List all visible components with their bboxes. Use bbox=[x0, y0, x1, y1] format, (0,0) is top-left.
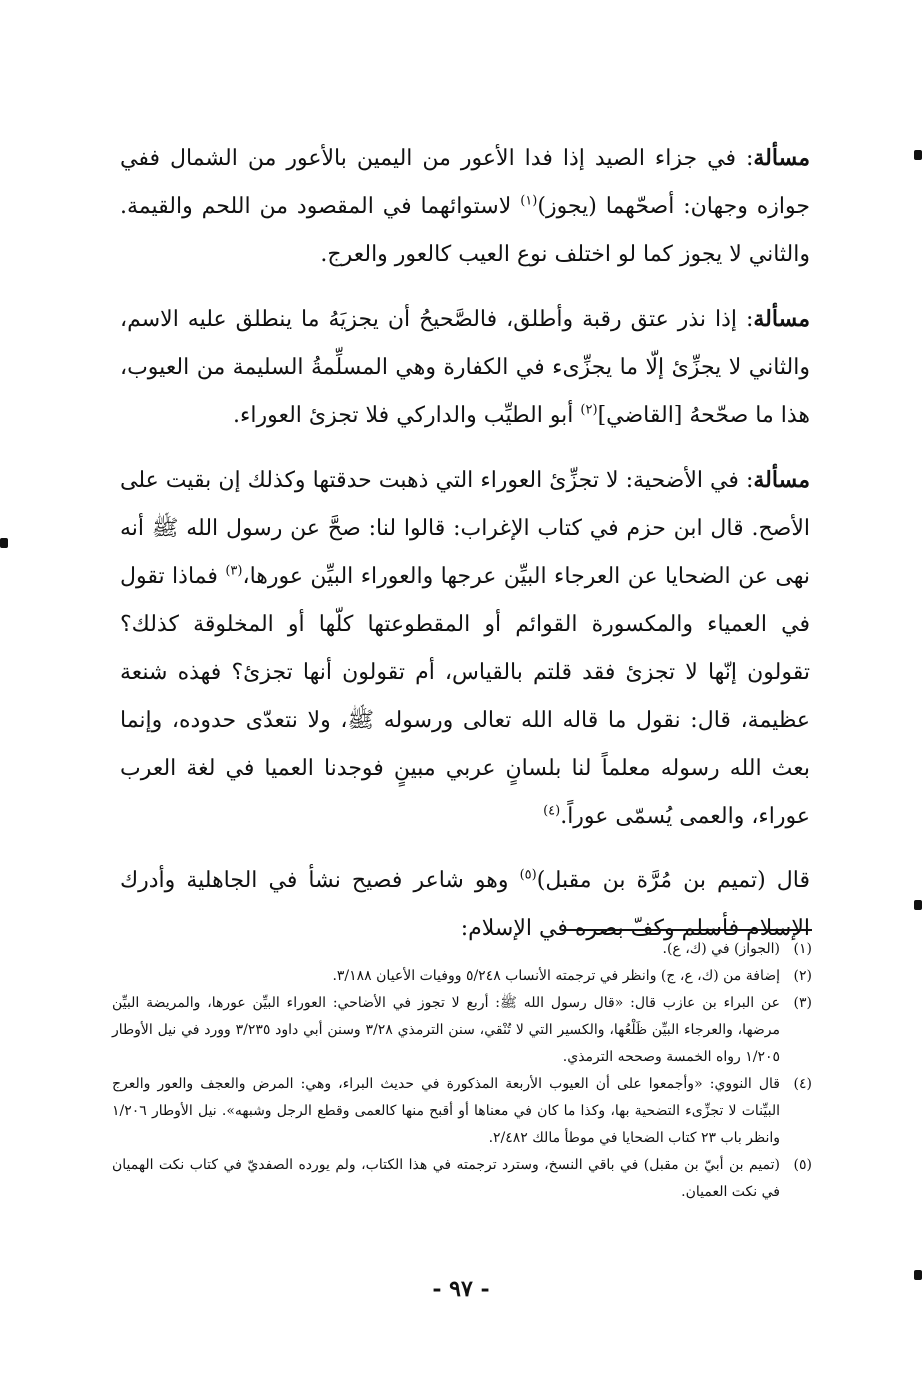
footnote-3 bbox=[112, 990, 812, 1071]
footnotes bbox=[112, 936, 812, 1206]
footnote-5 bbox=[112, 1152, 812, 1206]
paragraph-text: فماذا تقول في العمياء والمكسورة القوائم أو المقطوعتها كلّها أو المخلوقة كذلك؟ تقولون إنّها لا تجزئ فقد قلتم بالقياس، أم تقولون أنها تجزئ؟ فهذه شنعة عظيمة، قال: نقول ما قاله الله تعالى ورسوله ﷺ، ولا نتعدّى حدوده، وإنما بعث الله رسوله معلماً لنا بلسانٍ عربي مبينٍ فوجدنا العميا في لغة العرب عوراء، والعمى يُسمّى عوراً. bbox=[120, 564, 810, 829]
paragraph-text: قال (تميم بن مُرَّة بن مقبل) bbox=[536, 868, 810, 893]
paragraph-2 bbox=[120, 295, 810, 440]
footnote-text: إضافة من (ك، ع، ج) وانظر في ترجمته الأنساب ٥/٢٤٨ ووفيات الأعيان ٣/١٨٨. bbox=[332, 968, 780, 984]
paragraph-text: وهو شاعر فصيح نشأ في الجاهلية وأدرك الإسلام فأسلم وكفّ بصره في الإسلام: bbox=[120, 868, 810, 941]
paragraph-text: لاستوائهما في المقصود من اللحم والقيمة. والثاني لا يجوز كما لو اختلف نوع العيب كالعور والعرج. bbox=[120, 194, 810, 267]
footnote-ref: (٥) bbox=[519, 867, 537, 883]
footnote-2 bbox=[112, 963, 812, 990]
footnote-number: (٢) bbox=[793, 968, 812, 984]
paragraph-text: : في الأضحية: لا تجزِّئ العوراء التي ذهبت حدقتها وكذلك إن بقيت على الأصح. قال ابن حزم في كتاب الإغراب: قالوا لنا: صحَّ عن رسول الله ﷺ أنه نهى عن الضحايا عن العرجاء البيِّن عرجها والعوراء البيِّن عورها، bbox=[120, 468, 810, 589]
paragraph-term: مسألة bbox=[753, 145, 810, 171]
paragraph-text: : إذا نذر عتق رقبة وأطلق، فالصَّحيحُ أن يجزيَهُ ما ينطلق عليه الاسم، والثاني لا يجزِّئ إلّا ما يجزِّىء في الكفارة وهي المسلِّمةُ السليمة من العيوب، هذا ما صحّحهُ [القاضي] bbox=[120, 307, 810, 428]
paragraph-text: أبو الطيِّب والداركي فلا تجزئ العوراء. bbox=[233, 403, 581, 428]
footnote-1 bbox=[112, 936, 812, 963]
footnote-ref: (٣) bbox=[225, 563, 243, 579]
footnote-number: (٥) bbox=[793, 1157, 812, 1173]
footnote-text: قال النووي: «وأجمعوا على أن العيوب الأربعة المذكورة في حديث البراء، وهي: المرض والعجف والعور والعرج البيِّنات لا تجزِّىء التضحية بها، وكذا ما كان في معناها أو أقبح منها كالعمى وقطع الرجل وشبهه». نيل الأوطار ١/٢٠٦ وانظر باب ٢٣ كتاب الضحايا في موطأ مالك ٢/٤٨٢. bbox=[112, 1076, 780, 1146]
paragraph-term: مسألة bbox=[753, 306, 810, 332]
footnote-text: (تميم بن أبيّ بن مقبل) في باقي النسخ، وسترد ترجمته في هذا الكتاب، ولم يورده الصفديّ في كتاب نكت الهميان في نكت العميان. bbox=[112, 1157, 780, 1200]
margin-mark bbox=[914, 1270, 922, 1280]
main-text bbox=[120, 134, 810, 969]
footnote-divider bbox=[562, 929, 812, 931]
footnote-4 bbox=[112, 1071, 812, 1152]
footnote-text: عن البراء بن عازب قال: «قال رسول الله ﷺ: أربع لا تجوز في الأضاحي: العوراء البيِّن عورها، والمريضة البيِّن مرضها، والعرجاء البيِّن ظَلْعُها، والكسير التي لا تُنْقي، سنن الترمذي ٣/٢٨ وسنن أبي داود ٣/٢٣٥ وورد في نيل الأوطار ١/٢٠٥ رواه الخمسة وصححه الترمذي. bbox=[112, 995, 781, 1065]
footnote-number: (٤) bbox=[793, 1076, 812, 1092]
footnote-ref: (٤) bbox=[543, 803, 561, 819]
margin-mark bbox=[914, 150, 922, 160]
margin-mark bbox=[914, 900, 922, 910]
footnote-ref: (١) bbox=[520, 193, 538, 209]
paragraph-3 bbox=[120, 456, 810, 841]
footnote-text: (الجواز) في (ك، ع). bbox=[662, 941, 780, 957]
margin-mark bbox=[0, 538, 8, 548]
footnote-ref: (٢) bbox=[580, 402, 598, 418]
paragraph-term: مسألة bbox=[753, 467, 810, 493]
page-number: - ٩٧ - bbox=[432, 1276, 490, 1302]
footnote-number: (٣) bbox=[793, 995, 812, 1011]
paragraph-1 bbox=[120, 134, 810, 279]
paragraph-text: : في جزاء الصيد إذا فدا الأعور من اليمين بالأعور من الشمال ففي جوازه وجهان: أصحّهما (يجوز) bbox=[120, 146, 810, 219]
footnote-number: (١) bbox=[793, 941, 812, 957]
